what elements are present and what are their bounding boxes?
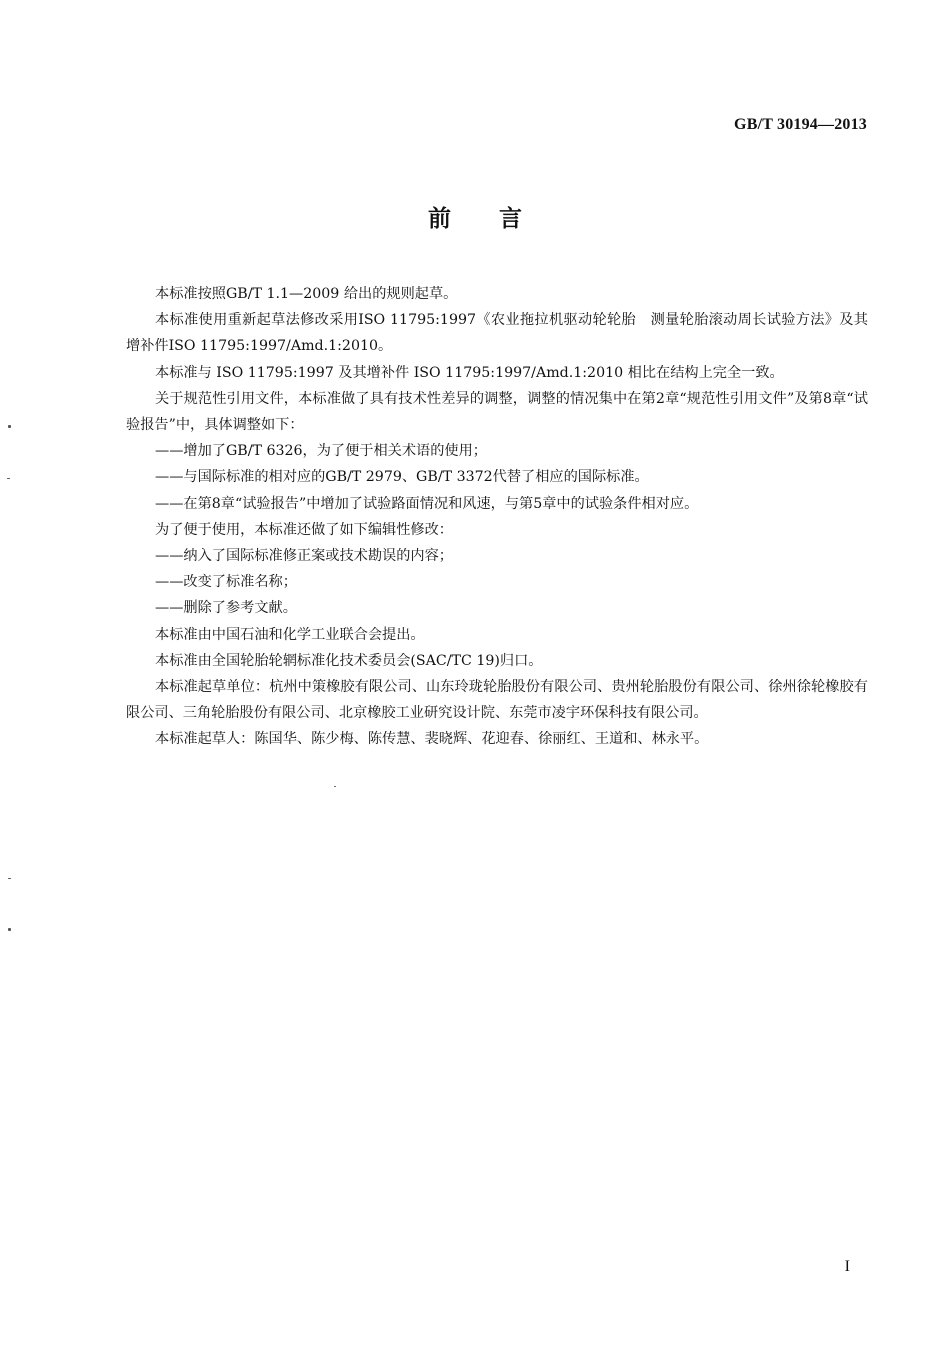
scan-speck (8, 425, 11, 428)
scan-speck (334, 786, 336, 787)
list-item: ——增加了GB/T 6326，为了便于相关术语的使用； (155, 443, 487, 460)
list-item: ——纳入了国际标准修正案或技术勘误的内容； (155, 548, 453, 565)
list-item: ——在第8章“试验报告”中增加了试验路面情况和风速，与第5章中的试验条件相对应。 (155, 495, 699, 512)
standard-code: GB/T 30194—2013 (734, 116, 867, 133)
scan-speck (7, 478, 10, 479)
scan-speck (8, 928, 11, 931)
paragraph: 本标准按照GB/T 1.1—2009 给出的规则起草。 (155, 286, 458, 302)
paragraph: 本标准使用重新起草法修改采用ISO 11795:1997《农业拖拉机驱动轮轮胎 测量轮胎滚动周长试验方法》及其增补件ISO 11795:1997/Amd.1:2010。 (126, 312, 868, 355)
paragraph: 为了便于使用，本标准还做了如下编辑性修改： (155, 521, 453, 538)
paragraph: 本标准由全国轮胎轮辋标准化技术委员会(SAC/TC 19)归口。 (155, 652, 543, 669)
page-title: 前言 (428, 206, 570, 232)
foreword-body (126, 281, 868, 753)
list-item: ——改变了标准名称； (155, 574, 297, 591)
list-item: ——与国际标准的相对应的GB/T 2979、GB/T 3372代替了相应的国际标准。 (155, 469, 649, 486)
paragraph: 关于规范性引用文件，本标准做了具有技术性差异的调整，调整的情况集中在第2章“规范性引用文件”及第8章“试验报告”中，具体调整如下： (126, 390, 868, 434)
list-item: ——删除了参考文献。 (155, 600, 297, 617)
paragraph: 本标准起草单位：杭州中策橡胶有限公司、山东玲珑轮胎股份有限公司、贵州轮胎股份有限公司、徐州徐轮橡胶有限公司、三角轮胎股份有限公司、北京橡胶工业研究设计院、东莞市凌宇环保科技有限公司。 (126, 679, 868, 722)
paragraph: 本标准与 ISO 11795:1997 及其增补件 ISO 11795:1997/Amd.1:2010 相比在结构上完全一致。 (155, 364, 784, 381)
page-number: I (844, 1258, 850, 1275)
scan-speck (8, 878, 11, 879)
paragraph: 本标准起草人：陈国华、陈少梅、陈传慧、裴晓辉、花迎春、徐丽红、王道和、林永平。 (155, 731, 709, 748)
paragraph: 本标准由中国石油和化学工业联合会提出。 (155, 626, 425, 643)
